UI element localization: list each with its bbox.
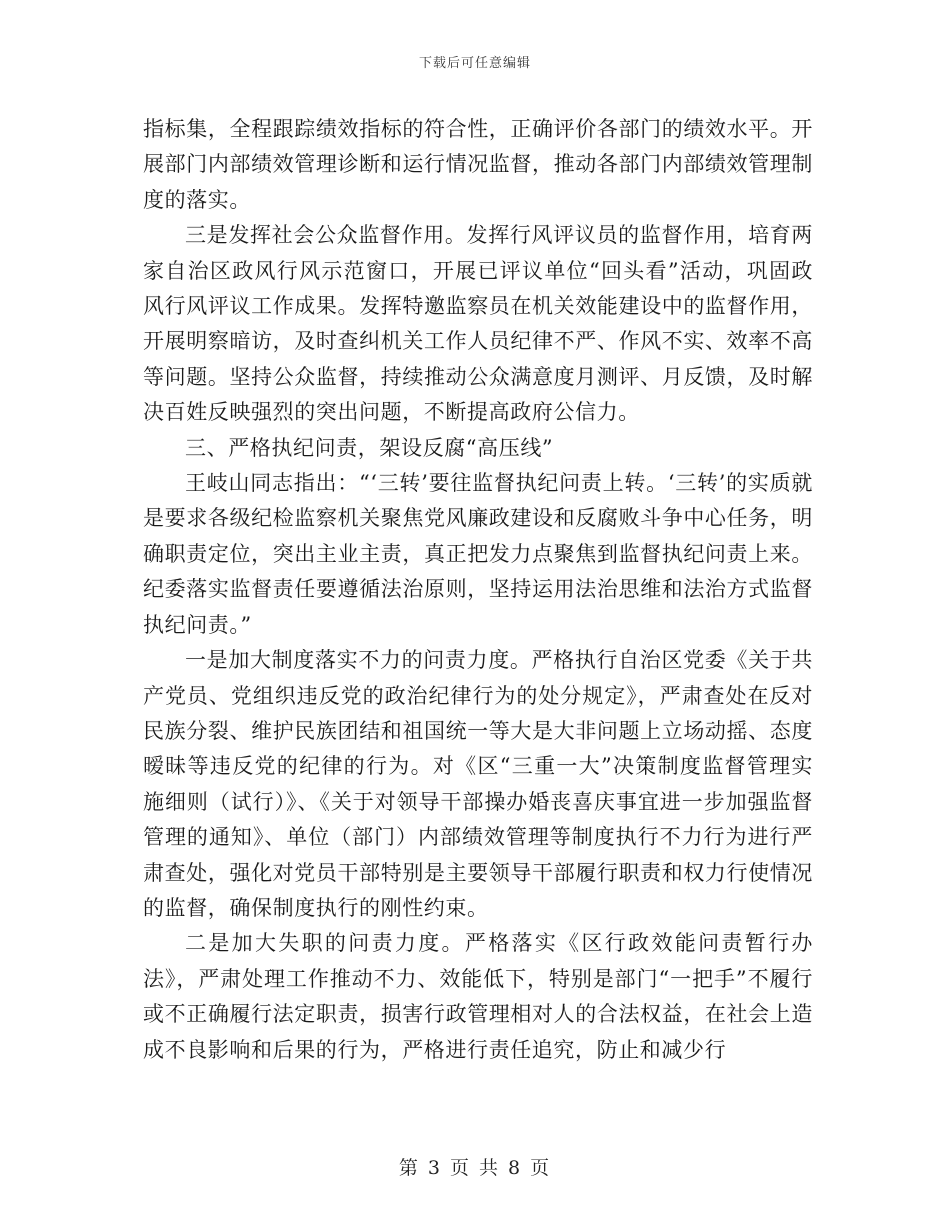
document-body bbox=[143, 112, 813, 1068]
paragraph-5: 二是加大失职的问责力度。严格落实《区行政效能问责暂行办法》，严肃处理工作推动不力、效能低下，特别是部门“一把手”不履行或不正确履行法定职责，损害行政管理相对人的合法权益，在社会上造成不良影响和后果的行为，严格进行责任追究，防止和减少行 bbox=[143, 931, 813, 1062]
paragraph-1: 指标集，全程跟踪绩效指标的符合性，正确评价各部门的绩效水平。开展部门内部绩效管理诊断和运行情况监督，推动各部门内部绩效管理制度的落实。 bbox=[143, 117, 813, 212]
page-header: 下载后可任意编辑 bbox=[418, 56, 531, 71]
paragraph-3: 王岐山同志指出：“‘三转’要往监督执纪问责上转。‘三转’的实质就是要求各级纪检监察机关聚焦党风廉政建设和反腐败斗争中心任务，明确职责定位，突出主业主责，真正把发力点聚焦到监督执纪问责上来。纪委落实监督责任要遵循法治原则，坚持运用法治思维和法治方式监督执纪问责。” bbox=[143, 471, 813, 637]
paragraph-4: 一是加大制度落实不力的问责力度。严格执行自治区党委《关于共产党员、党组织违反党的政治纪律行为的处分规定》，严肃查处在反对民族分裂、维护民族团结和祖国统一等大是大非问题上立场动摇、态度暧昧等违反党的纪律的行为。对《区“三重一大”决策制度监督管理实施细则（试行）》、《关于对领导干部操办婚丧喜庆事宜进一步加强监督管理的通知》、单位（部门）内部绩效管理等制度执行不力行为进行严肃查处，强化对党员干部特别是主要领导干部履行职责和权力行使情况的监督，确保制度执行的刚性约束。 bbox=[143, 648, 813, 920]
page-number: 第 3 页 共 8 页 bbox=[398, 1157, 552, 1179]
paragraph-2: 三是发挥社会公众监督作用。发挥行风评议员的监督作用，培育两家自治区政风行风示范窗口，开展已评议单位“回头看”活动，巩固政风行风评议工作成果。发挥特邀监察员在机关效能建设中的监督作用，开展明察暗访，及时查纠机关工作人员纪律不严、作风不实、效率不高等问题。坚持公众监督，持续推动公众满意度月测评、月反馈，及时解决百姓反映强烈的突出问题，不断提高政府公信力。 bbox=[143, 223, 813, 425]
section-heading: 三、严格执纪问责，架设反腐“高压线” bbox=[185, 435, 554, 460]
